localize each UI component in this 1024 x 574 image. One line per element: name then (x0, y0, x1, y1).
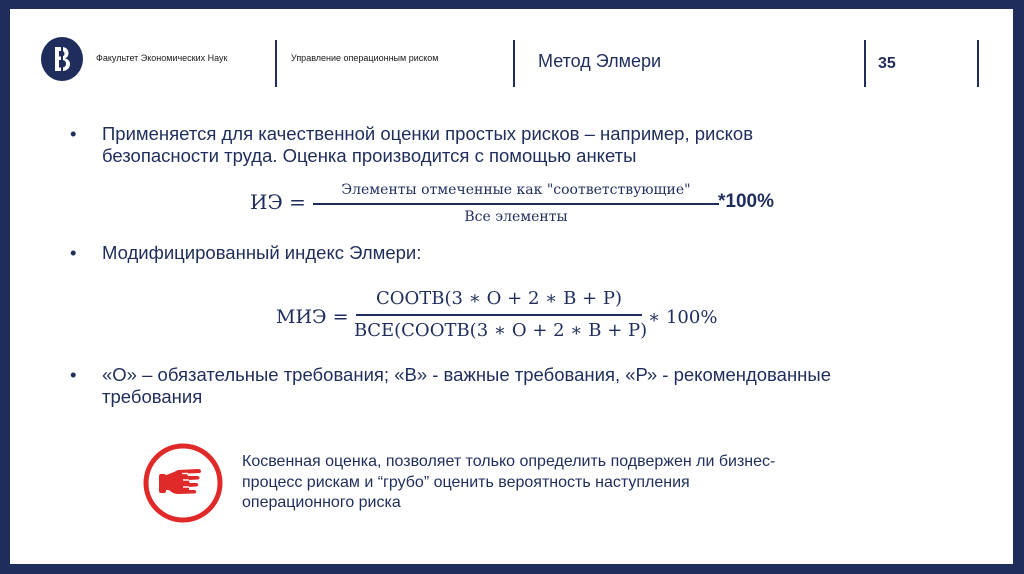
page-title: Метод Элмери (538, 51, 662, 71)
bullet-text-line: Применяется для качественной оценки простых рисков – например, рисков (102, 123, 754, 144)
header-divider (275, 40, 277, 87)
page-number: 35 (878, 55, 896, 72)
hse-logo-icon (40, 36, 84, 82)
formula-numerator: Элементы отмеченные как "соответствующие" (341, 182, 691, 198)
formula-denominator: ВСЕ(СООТВ(3 ∗ О + 2 ∗ В + Р) (354, 320, 648, 341)
faculty-label: Факультет Экономических Наук (96, 53, 228, 63)
course-label: Управление операционным риском (291, 53, 439, 63)
header-divider (864, 40, 866, 87)
formula-suffix: ∗ 100% (648, 307, 718, 328)
fraction-line (356, 314, 642, 316)
bullet-text-line: «О» – обязательные требования; «В» - важные требования, «Р» - рекомендованные (102, 364, 831, 385)
bullet-marker: • (70, 242, 77, 263)
formula-lhs: ИЭ = (250, 190, 306, 214)
bullet-marker: • (70, 364, 77, 385)
formula-suffix: *100% (718, 191, 774, 212)
note-line: Косвенная оценка, позволяет только определить подвержен ли бизнес- (242, 453, 776, 470)
formula-denominator: Все элементы (464, 209, 568, 225)
formula-numerator: СООТВ(3 ∗ О + 2 ∗ В + Р) (376, 288, 622, 309)
note-text (242, 452, 942, 514)
header-divider (977, 40, 979, 87)
bullet-marker: • (70, 123, 77, 144)
note-line: операционного риска (242, 494, 401, 511)
bullet-text-line: требования (102, 386, 203, 407)
note-line: процесс рискам и “грубо” оценить вероятность наступления (242, 473, 690, 491)
slide (10, 9, 1013, 564)
fraction-line (313, 203, 719, 205)
formula-lhs: МИЭ = (276, 306, 349, 328)
bullet-text-line: безопасности труда. Оценка производится с помощью анкеты (102, 145, 637, 166)
pointing-hand-icon (142, 442, 224, 524)
header-divider (513, 40, 515, 87)
bullet-text-line: Модифицированный индекс Элмери: (102, 242, 422, 263)
